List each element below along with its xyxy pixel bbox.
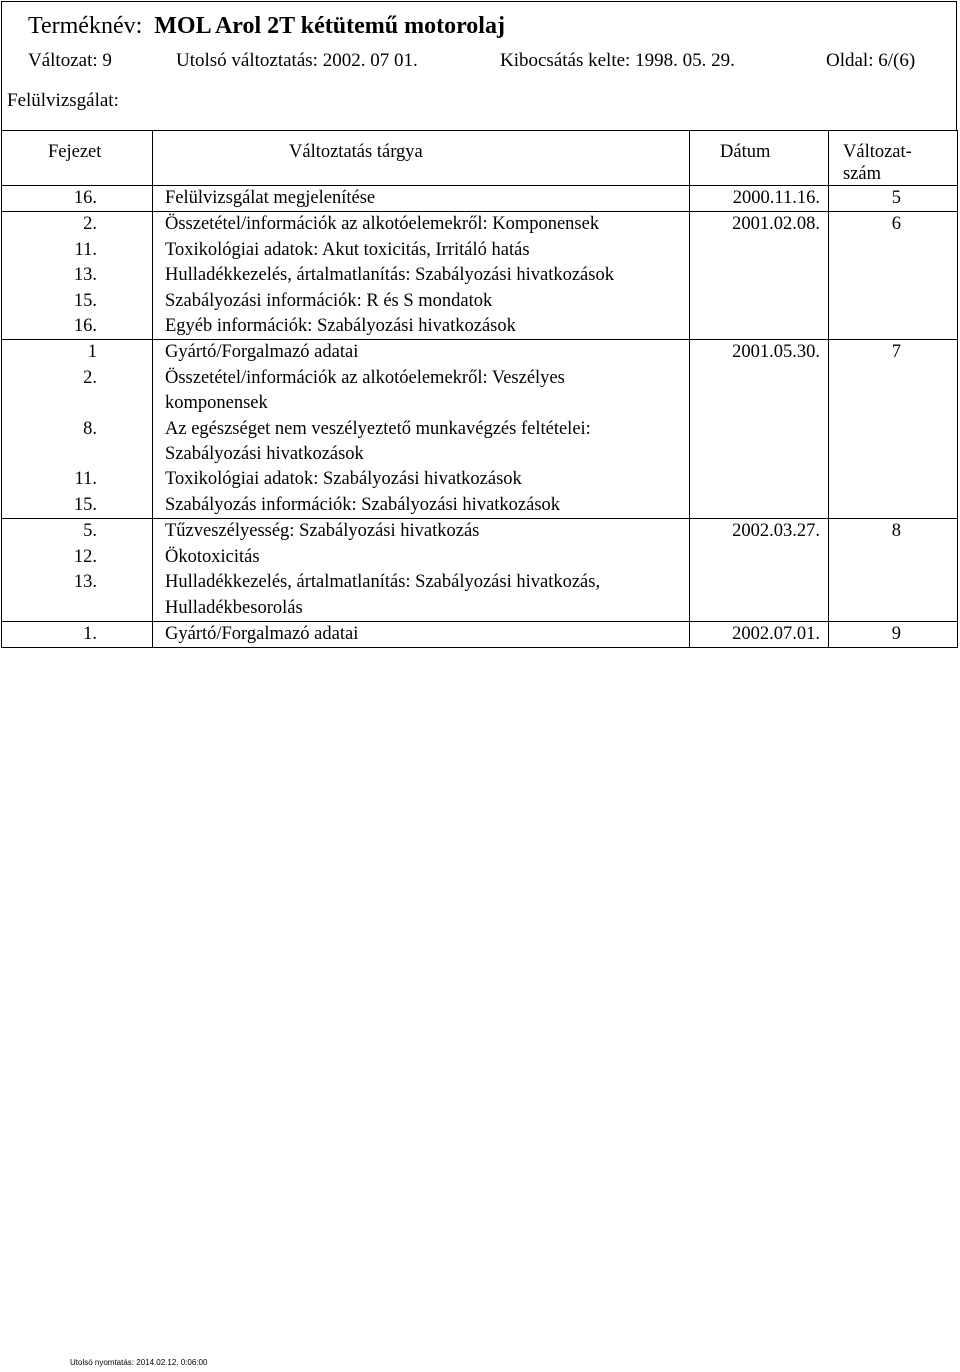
date-cell: 2001.05.30. xyxy=(690,340,829,519)
version-cell: 5 xyxy=(829,186,958,212)
chapter-number xyxy=(2,596,97,621)
print-timestamp: Utolsó nyomtatás: 2014.02.12. 0:06:00 xyxy=(70,1358,208,1367)
subject-line: Összetétel/információk az alkotóelemekről: Veszélyes xyxy=(165,367,565,388)
subject-line: komponensek xyxy=(165,393,268,414)
table-row xyxy=(2,340,958,519)
chapter-number: 1. xyxy=(83,623,97,644)
subject-line: Az egészséget nem veszélyeztető munkavégzés feltételei: xyxy=(165,418,591,439)
subject-cell xyxy=(153,519,690,622)
product-label: Terméknév: xyxy=(28,13,143,39)
version-cell: 8 xyxy=(829,519,958,622)
column-header-chapter: Fejezet xyxy=(2,131,153,186)
column-header-date: Dátum xyxy=(690,131,829,186)
subject-line: Szabályozási információk: R és S mondatok xyxy=(165,290,493,311)
subject-line: Ökotoxicitás xyxy=(165,546,260,567)
last-change-text: Utolsó változtatás: 2002. 07 01. xyxy=(176,50,418,71)
column-header-subject: Változtatás tárgya xyxy=(153,131,690,186)
subject-line: Gyártó/Forgalmazó adatai xyxy=(165,623,359,644)
chapter-number: 2. xyxy=(83,367,97,388)
chapter-cell xyxy=(2,519,153,622)
subject-line: Hulladékkezelés, ártalmatlanítás: Szabályozási hivatkozás, xyxy=(165,572,601,593)
issue-date-text: Kibocsátás kelte: 1998. 05. 29. xyxy=(500,50,735,71)
subject-line: Szabályozási hivatkozások xyxy=(165,444,364,465)
chapter-number: 16. xyxy=(73,188,97,208)
subject-line: Tűzveszélyesség: Szabályozási hivatkozás xyxy=(165,521,480,542)
subject-cell xyxy=(153,340,690,519)
chapter-number: 1 xyxy=(87,342,97,363)
subject-line: Toxikológiai adatok: Szabályozási hivatkozások xyxy=(165,469,522,490)
chapter-number: 5. xyxy=(83,521,97,542)
table-row xyxy=(2,186,958,212)
chapter-number: 2. xyxy=(83,214,97,235)
revision-history-table xyxy=(1,130,958,648)
subject-line: Hulladékbesorolás xyxy=(165,597,303,618)
subject-line: Egyéb információk: Szabályozási hivatkozások xyxy=(165,316,516,337)
chapter-number: 11. xyxy=(74,239,97,260)
review-label: Felülvizsgálat: xyxy=(7,90,119,111)
chapter-cell xyxy=(2,621,153,647)
product-name: MOL Arol 2T kétütemű motorolaj xyxy=(154,13,505,39)
date-cell: 2002.03.27. xyxy=(690,519,829,622)
subject-cell xyxy=(153,621,690,647)
chapter-cell xyxy=(2,212,153,340)
chapter-number: 16. xyxy=(73,316,97,337)
chapter-number: 12. xyxy=(73,546,97,567)
chapter-number: 11. xyxy=(74,469,97,490)
subject-line: Szabályozás információk: Szabályozási hivatkozások xyxy=(165,494,561,515)
product-title xyxy=(28,13,505,40)
subject-line: Hulladékkezelés, ártalmatlanítás: Szabályozási hivatkozások xyxy=(165,265,614,286)
chapter-number: 8. xyxy=(83,418,97,439)
chapter-cell xyxy=(2,186,153,212)
chapter-number: 13. xyxy=(73,265,97,286)
table-row xyxy=(2,621,958,647)
version-cell: 7 xyxy=(829,340,958,519)
chapter-number: 13. xyxy=(73,572,97,593)
column-header-version: Változat-szám xyxy=(829,131,958,186)
subject-cell xyxy=(153,186,690,212)
subject-line: Gyártó/Forgalmazó adatai xyxy=(165,342,359,363)
version-cell: 9 xyxy=(829,621,958,647)
version-text: Változat: 9 xyxy=(28,50,112,71)
document-header xyxy=(1,1,957,131)
subject-line: Felülvizsgálat megjelenítése xyxy=(165,188,376,208)
chapter-number: 15. xyxy=(73,290,97,311)
version-cell: 6 xyxy=(829,212,958,340)
table-header-row xyxy=(2,131,958,186)
date-cell: 2000.11.16. xyxy=(690,186,829,212)
subject-cell xyxy=(153,212,690,340)
subject-line: Összetétel/információk az alkotóelemekről: Komponensek xyxy=(165,214,600,235)
date-cell: 2001.02.08. xyxy=(690,212,829,340)
chapter-number xyxy=(2,442,97,467)
chapter-number: 15. xyxy=(73,494,97,515)
chapter-number xyxy=(2,391,97,416)
table-row xyxy=(2,519,958,622)
subject-line: Toxikológiai adatok: Akut toxicitás, Irritáló hatás xyxy=(165,239,530,260)
table-row xyxy=(2,212,958,340)
page-number: Oldal: 6/(6) xyxy=(826,50,916,71)
chapter-cell xyxy=(2,340,153,519)
date-cell: 2002.07.01. xyxy=(690,621,829,647)
